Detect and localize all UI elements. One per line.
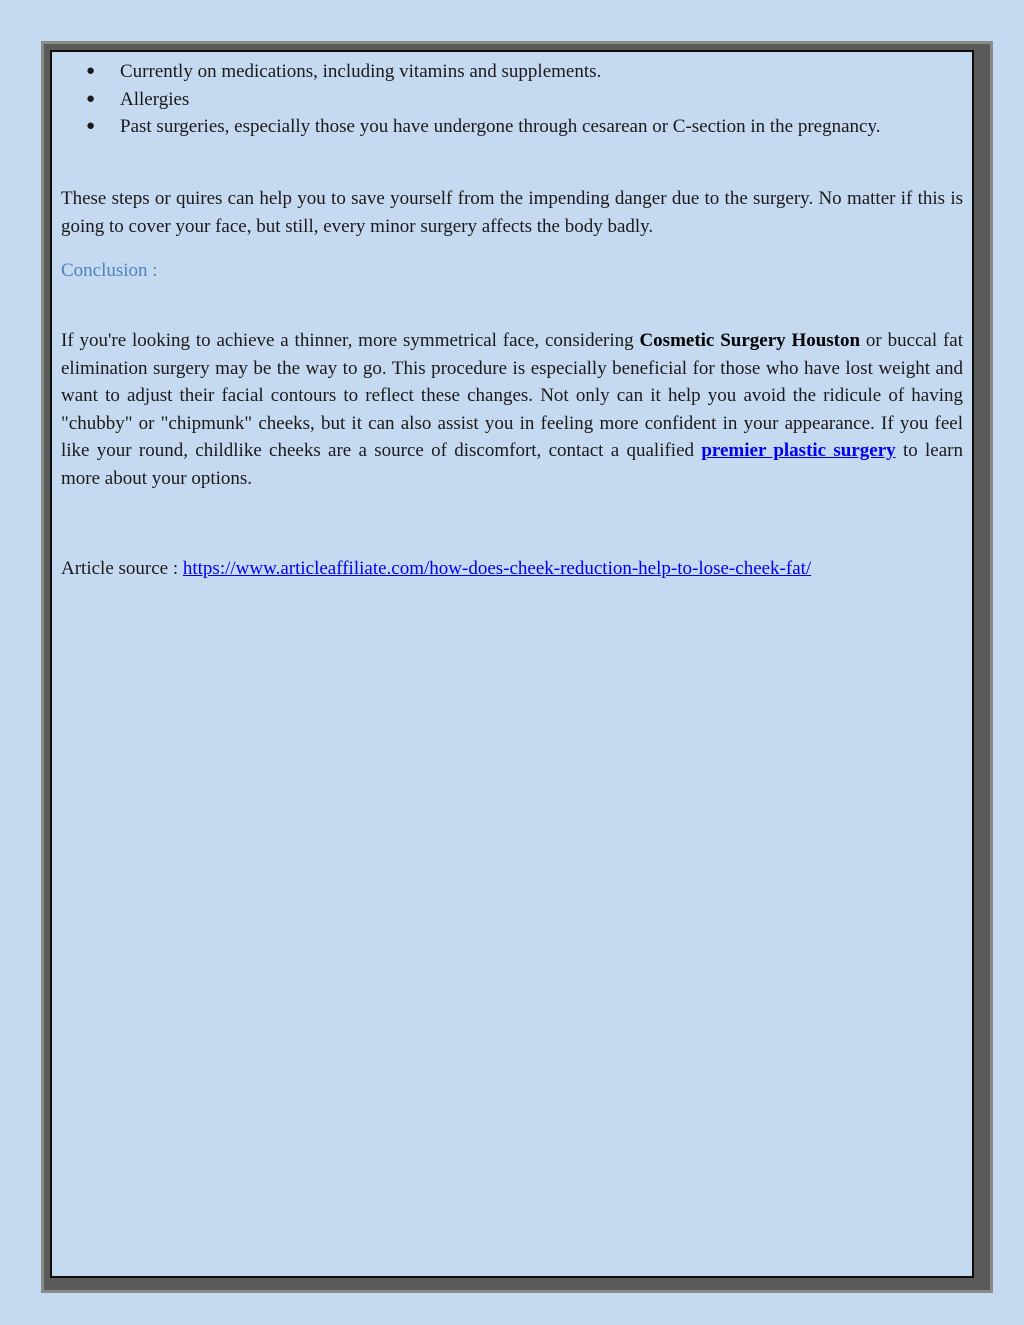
list-item [53, 86, 963, 114]
list-item [53, 58, 963, 86]
list-item-text: Allergies [120, 88, 190, 110]
bullet-icon: ● [86, 118, 96, 134]
conclusion-text-3: to learn more about your options. [61, 440, 963, 489]
steps-paragraph: These steps or quires can help you to save yourself from the impending danger due to the surgery. No matter if this is going to cover your face, but still, every minor surgery affects the body badly. [61, 188, 963, 237]
conclusion-text-1: If you're looking to achieve a thinner, more symmetrical face, considering [61, 330, 640, 351]
cosmetic-surgery-keyword: Cosmetic Surgery Houston [639, 330, 861, 351]
conclusion-paragraph [61, 327, 963, 492]
conclusion-text-2: or buccal fat elimination surgery may be the way to go. This procedure is especially beneficial for those who have lost weight and want to adjust their facial contours to reflect these changes. Not only can it help you avoid the ridicule of having "chubby" or "chipmunk" cheeks, but it can also assist you in feeling more confident in your appearance. If you feel like your round, childlike cheeks are a source of discomfort, contact a qualified [61, 330, 964, 461]
list-item [53, 113, 963, 141]
bullet-icon: ● [86, 90, 96, 107]
requirements-list [53, 58, 963, 141]
list-item-text: Past surgeries, especially those you have undergone through cesarean or C-section in the pregnancy. [120, 116, 881, 137]
list-item-text: Currently on medications, including vitamins and supplements. [120, 61, 602, 82]
article-source [61, 555, 811, 583]
article-source-label: Article source : [61, 558, 183, 579]
conclusion-heading: Conclusion : [61, 260, 158, 281]
article-source-link[interactable]: https://www.articleaffiliate.com/how-does-cheek-reduction-help-to-lose-cheek-fat/ [182, 558, 812, 579]
bullet-icon: ● [86, 63, 96, 79]
premier-plastic-surgery-link[interactable]: premier plastic surgery [701, 440, 896, 461]
document-content [53, 58, 964, 579]
